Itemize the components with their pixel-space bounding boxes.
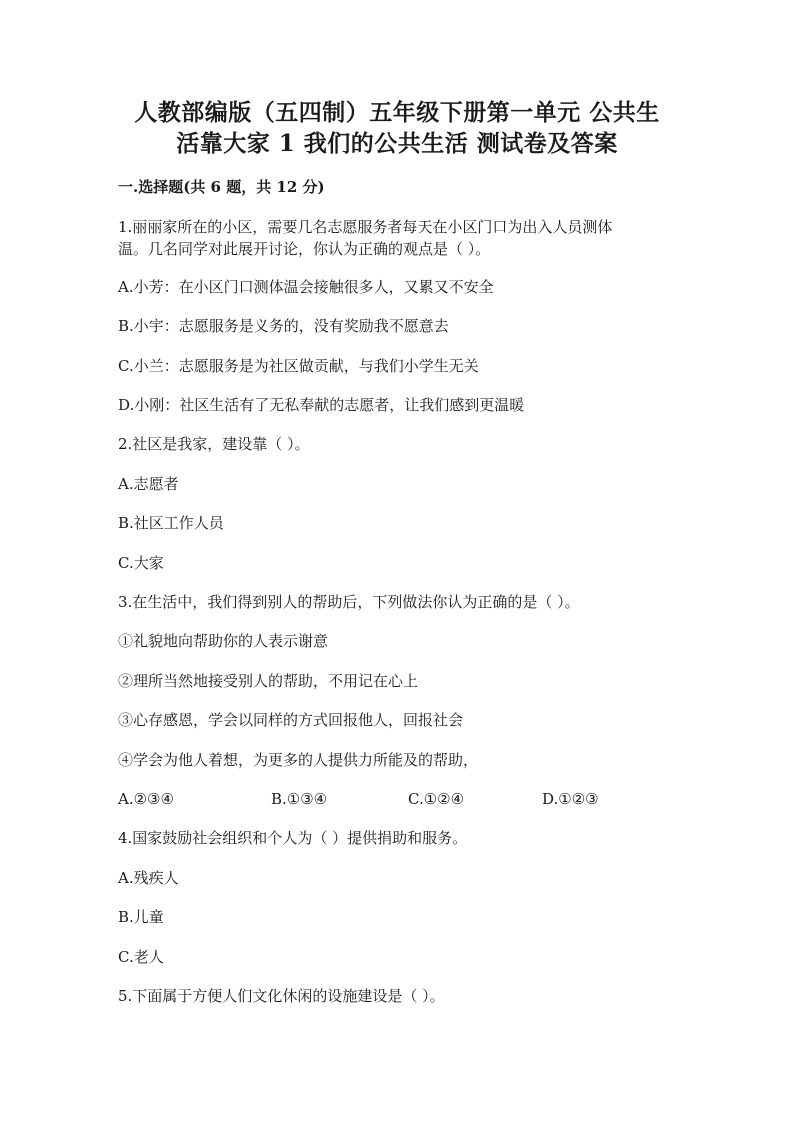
question-1-option-b: B.小宇：志愿服务是义务的，没有奖励我不愿意去 [118, 317, 449, 335]
document-title-line-2: 活靠大家 1 我们的公共生活 测试卷及答案 [176, 130, 618, 157]
question-2-option-c: C.大家 [118, 554, 164, 572]
question-2-option-b: B.社区工作人员 [118, 514, 224, 532]
question-3-statement-1: ①礼貌地向帮助你的人表示谢意 [118, 632, 329, 650]
question-3-options [118, 788, 678, 810]
section-heading: 一.选择题(共 6 题，共 12 分) [118, 178, 325, 196]
question-3-option-b: B.①③④ [271, 790, 328, 808]
question-3-stem: 3.在生活中，我们得到别人的帮助后，下列做法你认为正确的是（ ）。 [118, 593, 580, 611]
question-1-stem-line-2: 温。几名同学对此展开讨论，你认为正确的观点是（ ）。 [118, 240, 491, 258]
question-3-option-d: D.①②③ [542, 790, 599, 808]
question-3-statement-2: ②理所当然地接受别人的帮助，不用记在心上 [118, 672, 419, 690]
question-1-option-c: C.小兰：志愿服务是为社区做贡献，与我们小学生无关 [118, 357, 479, 375]
question-3-statement-3: ③心存感恩，学会以同样的方式回报他人，回报社会 [118, 711, 464, 729]
question-4-stem: 4.国家鼓励社会组织和个人为（ ）提供捐助和服务。 [118, 829, 468, 847]
question-1-option-a: A.小芳：在小区门口测体温会接触很多人，又累又不安全 [118, 278, 494, 296]
question-3-option-a: A.②③④ [118, 790, 174, 808]
question-2-stem: 2.社区是我家，建设靠（ ）。 [118, 435, 310, 453]
question-3-option-c: C.①②④ [408, 790, 465, 808]
question-4-option-a: A.残疾人 [118, 869, 179, 887]
question-1-option-d: D.小刚：社区生活有了无私奉献的志愿者，让我们感到更温暖 [118, 396, 525, 414]
question-1-stem-line-1: 1.丽丽家所在的小区，需要几名志愿服务者每天在小区门口为出入人员测体 [118, 218, 613, 236]
question-4-option-c: C.老人 [118, 948, 164, 966]
question-5-stem: 5.下面属于方便人们文化休闲的设施建设是（ ）。 [118, 987, 445, 1005]
question-4-option-b: B.儿童 [118, 908, 164, 926]
question-2-option-a: A.志愿者 [118, 475, 179, 493]
document-title-line-1: 人教部编版（五四制）五年级下册第一单元 公共生 [134, 99, 660, 126]
question-3-statement-4: ④学会为他人着想，为更多的人提供力所能及的帮助， [118, 751, 479, 769]
